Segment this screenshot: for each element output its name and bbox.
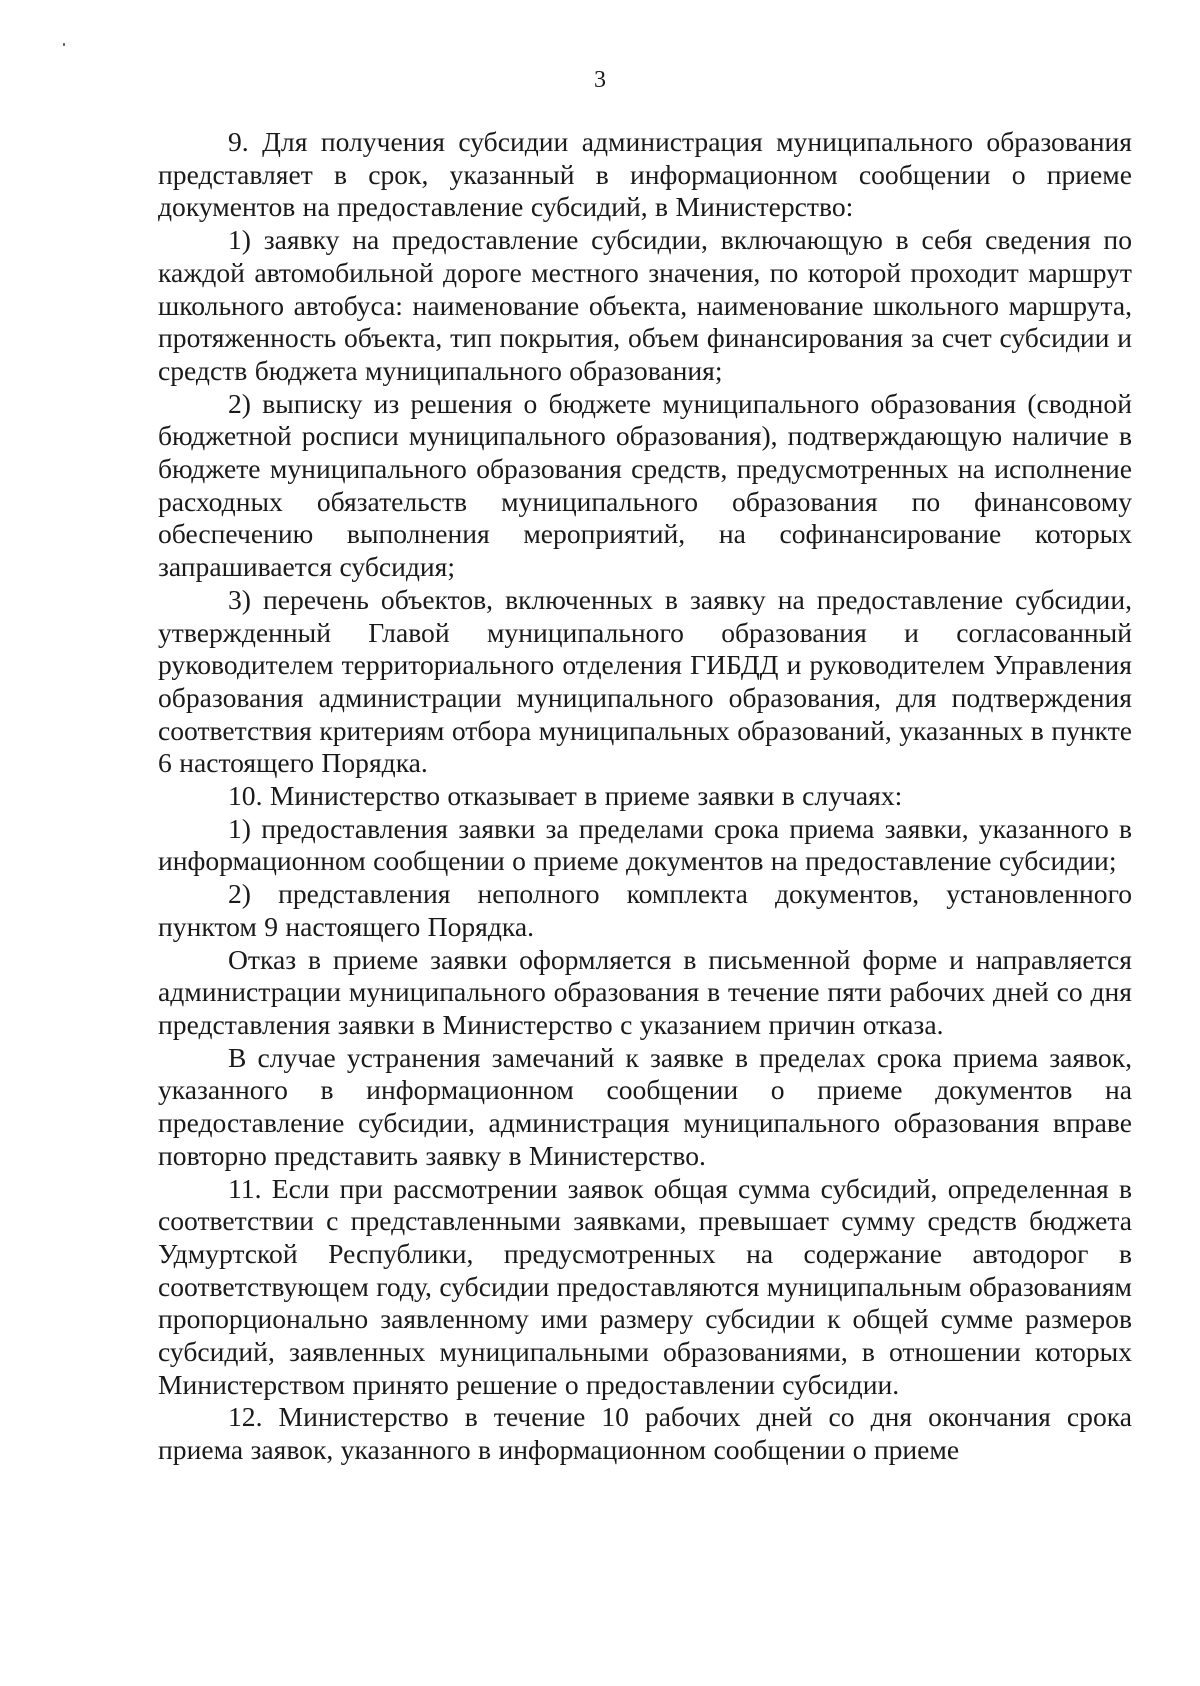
paragraph-9-item-2: 2) выписку из решения о бюджете муниципального образования (сводной бюджетной росписи муниципального образования), подтверждающую наличие в бюджете муниципального образования средств, предусмотренных на исполнение расходных обязательств муниципального образования по финансовому обеспечению выполнения мероприятий, на софинансирование которых запрашивается субсидия;	[158, 387, 1132, 583]
paragraph-resubmission: В случае устранения замечаний к заявке в пределах срока приема заявок, указанного в информационном сообщении о приеме документов на предоставление субсидии, администрация муниципального образования вправе повторно представить заявку в Министерство.	[158, 1041, 1132, 1171]
paragraph-11: 11. Если при рассмотрении заявок общая сумма субсидий, определенная в соответствии с представленными заявками, превышает сумму средств бюджета Удмуртской Республики, предусмотренных на содержание автодорог в соответствующем году, субсидии предоставляются муниципальным образованиям пропорционально заявленному ими размеру субсидии к общей сумме размеров субсидий, заявленных муниципальными образованиями, в отношении которых Министерством принято решение о предоставлении субсидии.	[158, 1172, 1132, 1400]
scan-speck	[63, 43, 65, 46]
paragraph-refusal: Отказ в приеме заявки оформляется в письменной форме и направляется администрации муниципального образования в течение пяти рабочих дней со дня представления заявки в Министерство с указанием причин отказа.	[158, 943, 1132, 1040]
paragraph-9-item-3: 3) перечень объектов, включенных в заявку на предоставление субсидии, утвержденный Главой муниципального образования и согласованный руководителем территориального отделения ГИБДД и руководителем Управления образования администрации муниципального образования, для подтверждения соответствия критериям отбора муниципальных образований, указанных в пункте 6 настоящего Порядка.	[158, 583, 1132, 779]
paragraph-10-item-1: 1) предоставления заявки за пределами срока приема заявки, указанного в информационном сообщении о приеме документов на предоставление субсидии;	[158, 812, 1132, 877]
paragraph-10: 10. Министерство отказывает в приеме заявки в случаях:	[228, 780, 903, 812]
paragraph-9: 9. Для получения субсидии администрация муниципального образования представляет в срок, указанный в информационном сообщении о приеме документов на предоставление субсидий, в Министерство:	[158, 126, 1132, 223]
paragraph-10-item-2: 2) представления неполного комплекта документов, установленного пунктом 9 настоящего Порядка.	[158, 878, 1132, 942]
paragraph-12: 12. Министерство в течение 10 рабочих дней со дня окончания срока приема заявок, указанного в информационном сообщении о приеме	[158, 1401, 1132, 1466]
page-number: 3	[594, 67, 606, 93]
document-body	[158, 126, 1132, 1467]
paragraph-9-item-1: 1) заявку на предоставление субсидии, включающую в себя сведения по каждой автомобильной дороге местного значения, по которой проходит маршрут школьного автобуса: наименование объекта, наименование школьного маршрута, протяженность объекта, тип покрытия, объем финансирования за счет субсидии и средств бюджета муниципального образования;	[158, 224, 1132, 386]
